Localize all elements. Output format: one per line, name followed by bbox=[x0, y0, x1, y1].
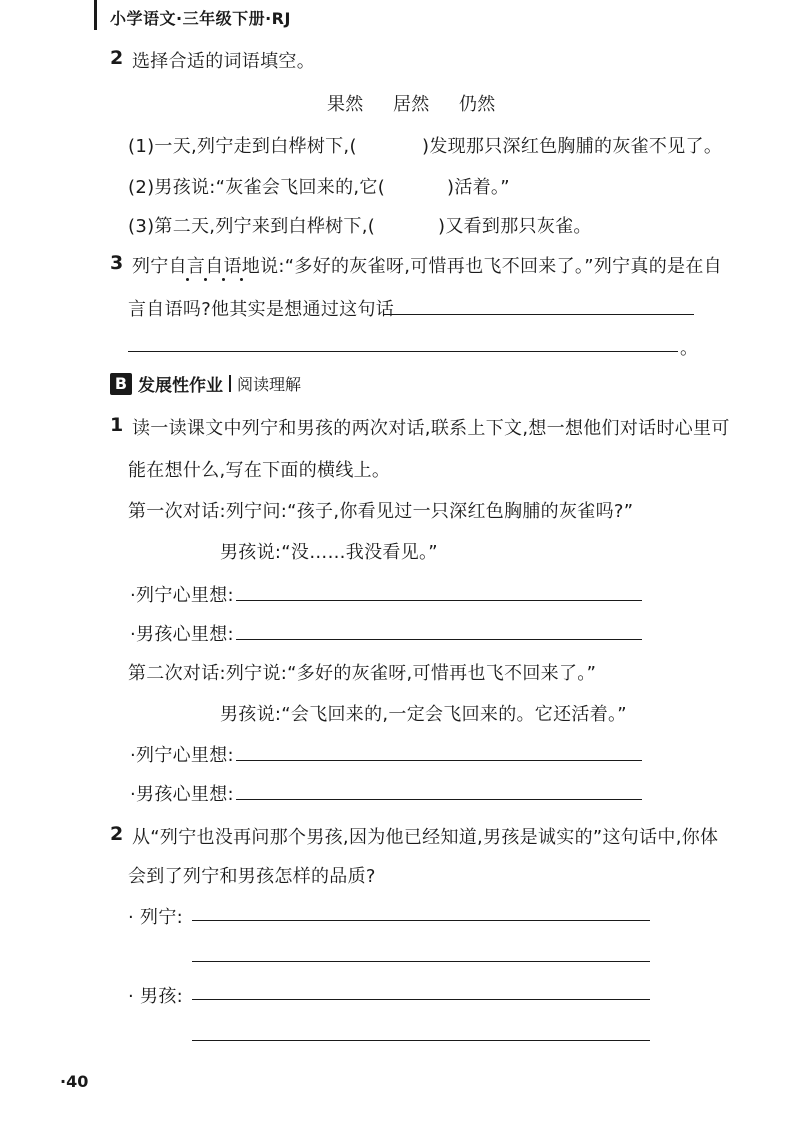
b1-line-2: 能在想什么,写在下面的横线上。 bbox=[128, 460, 391, 481]
answer-line[interactable] bbox=[192, 961, 650, 962]
q3-line-2: 言自语吗?他其实是想通过这句话 bbox=[128, 299, 395, 320]
answer-line[interactable] bbox=[192, 920, 650, 921]
q2-item-1-before: (1)一天,列宁走到白桦树下,( bbox=[128, 136, 357, 157]
dialogue-1-boy: 男孩说:“没……我没看见。” bbox=[220, 542, 438, 563]
answer-line[interactable] bbox=[128, 351, 678, 352]
header-divider bbox=[94, 0, 97, 30]
q2-item-2-before: (2)男孩说:“灰雀会飞回来的,它( bbox=[128, 177, 386, 198]
q2-number: 2 bbox=[110, 47, 124, 69]
answer-line[interactable] bbox=[236, 799, 642, 800]
emphasis-dot bbox=[222, 278, 225, 281]
b2-line-2: 会到了列宁和男孩怎样的品质? bbox=[128, 866, 376, 887]
section-b-header bbox=[110, 371, 301, 396]
lenin-think-label: ·列宁心里想: bbox=[130, 745, 234, 766]
answer-line[interactable] bbox=[236, 760, 642, 761]
answer-line[interactable] bbox=[192, 999, 650, 1000]
answer-line[interactable] bbox=[236, 600, 642, 601]
q2-item-2-after: )活着。” bbox=[447, 177, 510, 198]
b2-line-1: 从“列宁也没再问那个男孩,因为他已经知道,男孩是诚实的”这句话中,你体 bbox=[132, 827, 719, 848]
q2-item-3-after: )又看到那只灰雀。 bbox=[438, 216, 592, 237]
emphasis-dot bbox=[204, 278, 207, 281]
b2-boy-label: · 男孩: bbox=[128, 986, 184, 1007]
lenin-think-label: ·列宁心里想: bbox=[130, 585, 234, 606]
q2-item-1-after: )发现那只深红色胸脯的灰雀不见了。 bbox=[422, 136, 723, 157]
b1-number: 1 bbox=[110, 414, 124, 436]
word-option: 居然 bbox=[393, 94, 430, 115]
q3-number: 3 bbox=[110, 252, 124, 274]
q2-prompt: 选择合适的词语填空。 bbox=[132, 51, 315, 72]
dialogue-1-lenin: 第一次对话:列宁问:“孩子,你看见过一只深红色胸脯的灰雀吗?” bbox=[128, 501, 634, 522]
boy-think-label: ·男孩心里想: bbox=[130, 624, 234, 645]
section-b-separator bbox=[229, 375, 231, 392]
answer-line[interactable] bbox=[236, 639, 642, 640]
section-b-badge: B bbox=[110, 373, 132, 395]
dialogue-2-lenin: 第二次对话:列宁说:“多好的灰雀呀,可惜再也飞不回来了。” bbox=[128, 663, 597, 684]
answer-line[interactable] bbox=[384, 314, 694, 315]
dialogue-2-boy: 男孩说:“会飞回来的,一定会飞回来的。它还活着。” bbox=[220, 704, 627, 725]
section-b-title: 发展性作业 bbox=[138, 376, 223, 396]
answer-line[interactable] bbox=[192, 1040, 650, 1041]
book-header: 小学语文·三年级下册·RJ bbox=[110, 9, 291, 28]
b2-lenin-label: · 列宁: bbox=[128, 907, 184, 928]
section-b-subtitle: 阅读理解 bbox=[237, 375, 302, 394]
b2-number: 2 bbox=[110, 823, 124, 845]
q2-item-3-before: (3)第二天,列宁来到白桦树下,( bbox=[128, 216, 376, 237]
emphasis-dot bbox=[240, 278, 243, 281]
q3-end-period: 。 bbox=[680, 338, 699, 359]
word-option: 仍然 bbox=[459, 94, 496, 115]
word-option: 果然 bbox=[327, 94, 364, 115]
emphasis-dot bbox=[186, 278, 189, 281]
boy-think-label: ·男孩心里想: bbox=[130, 784, 234, 805]
q3-line-1: 列宁自言自语地说:“多好的灰雀呀,可惜再也飞不回来了。”列宁真的是在自 bbox=[132, 256, 722, 277]
page-number: ·40 bbox=[60, 1072, 89, 1091]
b1-line-1: 读一读课文中列宁和男孩的两次对话,联系上下文,想一想他们对话时心里可 bbox=[132, 418, 730, 439]
